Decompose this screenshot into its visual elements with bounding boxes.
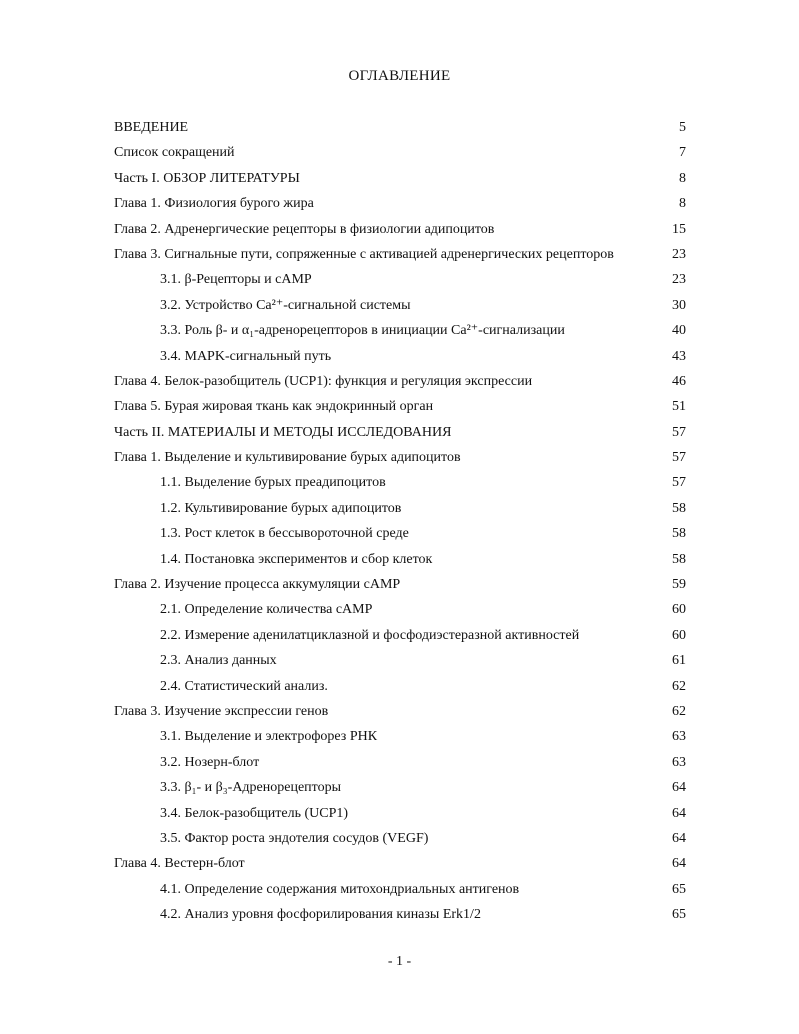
page-title: ОГЛАВЛЕНИЕ bbox=[348, 68, 451, 84]
toc-entry-page: 62 bbox=[672, 678, 686, 694]
toc-entry-title: 1.4. Постановка экспериментов и сбор клеток bbox=[160, 551, 433, 567]
toc-entry bbox=[114, 166, 686, 191]
toc-entry-page: 58 bbox=[672, 551, 686, 567]
toc-subentry bbox=[114, 318, 686, 343]
toc-entry-page: 65 bbox=[672, 881, 686, 897]
toc-entry-title: 3.4. Белок-разобщитель (UCP1) bbox=[160, 805, 349, 821]
toc-subentry bbox=[114, 877, 686, 902]
toc-entry-title: Глава 4. Вестерн-блот bbox=[114, 856, 245, 872]
toc-entry-title: Глава 1. Выделение и культивирование бурых адипоцитов bbox=[114, 450, 461, 466]
toc-entry-page: 51 bbox=[672, 399, 686, 415]
toc-entry-title: 3.3. Роль β- и α₁-адренорецепторов в инициации Ca²⁺-сигнализации bbox=[160, 323, 565, 339]
toc-subentry bbox=[114, 623, 686, 648]
toc-entry-page: 58 bbox=[672, 526, 686, 542]
toc-entry bbox=[114, 572, 686, 597]
toc-entry-page: 46 bbox=[672, 373, 686, 389]
toc-subentry bbox=[114, 826, 686, 851]
toc-subentry bbox=[114, 547, 686, 572]
toc-entry-page: 63 bbox=[672, 754, 686, 770]
toc-entry bbox=[114, 699, 686, 724]
toc-entry-title: 1.3. Рост клеток в бессывороточной среде bbox=[160, 526, 409, 542]
toc-subentry bbox=[114, 750, 686, 775]
toc-subentry bbox=[114, 293, 686, 318]
toc-entry bbox=[114, 115, 686, 140]
toc-entry-title: 2.2. Измерение аденилатциклазной и фосфодиэстеразной активностей bbox=[160, 627, 580, 643]
toc-entry-page: 5 bbox=[679, 120, 686, 135]
toc-entry-page: 8 bbox=[679, 196, 686, 212]
toc-entry-page: 64 bbox=[672, 830, 686, 846]
toc-entry bbox=[114, 420, 686, 445]
toc-entry-title: 3.5. Фактор роста эндотелия сосудов (VEGF) bbox=[160, 830, 429, 846]
toc-entry-page: 8 bbox=[679, 170, 686, 186]
toc-entry-title: Глава 1. Физиология бурого жира bbox=[114, 196, 314, 212]
toc-entry-page: 60 bbox=[672, 602, 686, 618]
toc-entry-title: 2.3. Анализ данных bbox=[160, 653, 277, 669]
toc-entry-title: 1.1. Выделение бурых преадипоцитов bbox=[160, 475, 386, 491]
toc-subentry bbox=[114, 902, 686, 927]
toc-entry-page: 23 bbox=[672, 272, 686, 288]
toc-entry-title: 3.3. β₁- и β₃-Адренорецепторы bbox=[160, 780, 342, 796]
table-of-contents bbox=[114, 115, 686, 928]
toc-entry bbox=[114, 445, 686, 470]
toc-entry bbox=[114, 217, 686, 242]
page-number: - 1 - bbox=[387, 954, 412, 969]
toc-entry-title: 3.2. Устройство Ca²⁺-сигнальной системы bbox=[160, 297, 411, 313]
toc-entry-page: 40 bbox=[672, 323, 686, 339]
toc-entry-page: 43 bbox=[672, 348, 686, 364]
toc-entry bbox=[114, 394, 686, 419]
toc-entry-page: 59 bbox=[672, 577, 686, 593]
toc-entry bbox=[114, 369, 686, 394]
toc-entry-page: 63 bbox=[672, 729, 686, 745]
toc-entry-page: 61 bbox=[672, 653, 686, 669]
toc-subentry bbox=[114, 648, 686, 673]
toc-entry-title: Часть I. ОБЗОР ЛИТЕРАТУРЫ bbox=[114, 170, 300, 186]
toc-entry-page: 64 bbox=[672, 856, 686, 872]
toc-entry bbox=[114, 140, 686, 165]
toc-entry bbox=[114, 191, 686, 216]
toc-subentry bbox=[114, 344, 686, 369]
toc-entry-title: Глава 3. Сигнальные пути, сопряженные с активацией адренергических рецепторов bbox=[114, 246, 614, 262]
toc-entry-title: Список сокращений bbox=[114, 145, 235, 161]
toc-entry-page: 58 bbox=[672, 500, 686, 516]
toc-subentry bbox=[114, 267, 686, 292]
toc-entry-title: 3.1. Выделение и электрофорез РНК bbox=[160, 729, 378, 745]
toc-subentry bbox=[114, 470, 686, 495]
toc-entry-title: 3.2. Нозерн-блот bbox=[160, 754, 260, 770]
toc-entry-page: 65 bbox=[672, 907, 686, 923]
toc-entry-title: Глава 5. Бурая жировая ткань как эндокринный орган bbox=[114, 399, 434, 415]
toc-subentry bbox=[114, 674, 686, 699]
toc-entry-page: 23 bbox=[672, 246, 686, 262]
toc-entry-title: ВВЕДЕНИЕ bbox=[114, 120, 189, 135]
toc-entry-title: 2.4. Статистический анализ. bbox=[160, 678, 328, 694]
toc-entry-page: 64 bbox=[672, 805, 686, 821]
toc-entry-title: Глава 2. Изучение процесса аккумуляции cAMP bbox=[114, 577, 401, 593]
toc-entry-page: 7 bbox=[679, 145, 686, 161]
toc-entry-page: 64 bbox=[672, 780, 686, 796]
toc-entry-title: Глава 2. Адренергические рецепторы в физиологии адипоцитов bbox=[114, 221, 495, 237]
toc-entry-title: Часть II. МАТЕРИАЛЫ И МЕТОДЫ ИССЛЕДОВАНИЯ bbox=[114, 424, 452, 440]
toc-entry-title: 1.2. Культивирование бурых адипоцитов bbox=[160, 500, 402, 516]
toc-subentry bbox=[114, 521, 686, 546]
toc-entry-page: 15 bbox=[672, 221, 686, 237]
toc-subentry bbox=[114, 775, 686, 800]
toc-subentry bbox=[114, 801, 686, 826]
toc-subentry bbox=[114, 724, 686, 749]
toc-entry-page: 30 bbox=[672, 297, 686, 313]
toc-entry-title: 3.4. MAPK-сигнальный путь bbox=[160, 348, 332, 364]
toc-subentry bbox=[114, 597, 686, 622]
toc-entry-title: 2.1. Определение количества cAMP bbox=[160, 602, 373, 618]
toc-entry-title: 4.2. Анализ уровня фосфорилирования киназы Erk1/2 bbox=[160, 907, 481, 923]
toc-subentry bbox=[114, 496, 686, 521]
toc-entry-page: 57 bbox=[672, 450, 686, 466]
toc-entry bbox=[114, 851, 686, 876]
toc-entry-page: 60 bbox=[672, 627, 686, 643]
toc-entry-title: Глава 4. Белок-разобщитель (UCP1): функция и регуляция экспрессии bbox=[114, 373, 533, 389]
toc-entry-title: 4.1. Определение содержания митохондриальных антигенов bbox=[160, 881, 520, 897]
toc-entry bbox=[114, 242, 686, 267]
toc-entry-title: Глава 3. Изучение экспрессии генов bbox=[114, 703, 329, 719]
toc-entry-title: 3.1. β-Рецепторы и cAMP bbox=[160, 272, 312, 288]
toc-entry-page: 62 bbox=[672, 703, 686, 719]
toc-entry-page: 57 bbox=[672, 475, 686, 491]
toc-entry-page: 57 bbox=[672, 424, 686, 440]
